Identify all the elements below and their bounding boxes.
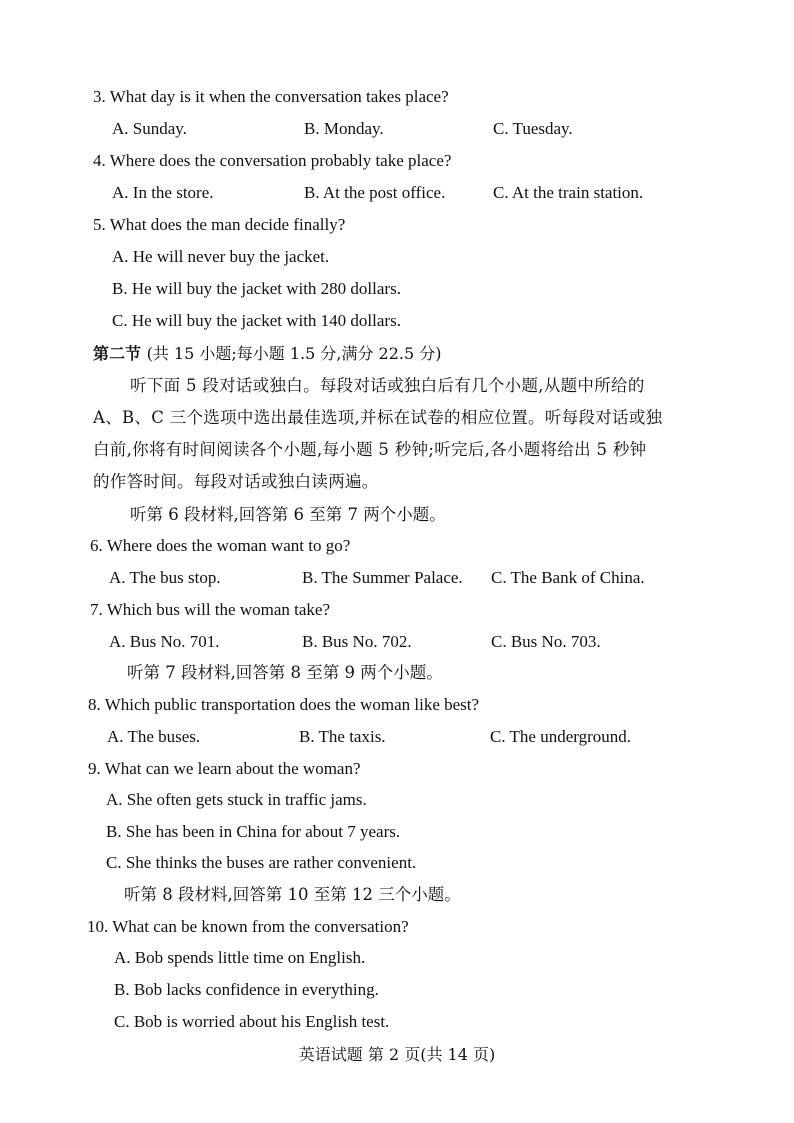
page-footer: 英语试题 第 2 页(共 14 页): [298, 1045, 496, 1064]
option-a: A. Bob spends little time on English.: [114, 948, 366, 967]
question-stem: 7. Which bus will the woman take?: [90, 600, 330, 619]
option-a: A. In the store.: [112, 183, 214, 202]
question-stem: 10. What can be known from the conversation?: [87, 917, 409, 936]
section-note: (共 15 小题;每小题 1.5 分,满分 22.5 分): [146, 344, 442, 363]
option-a: A. The bus stop.: [109, 568, 221, 587]
option-b: B. Bob lacks confidence in everything.: [114, 980, 379, 999]
question-stem: 8. Which public transportation does the woman like best?: [88, 695, 480, 714]
option-b: B. The Summer Palace.: [302, 568, 463, 587]
section-paragraph-line: 的作答时间。每段对话或独白读两遍。: [93, 472, 379, 491]
question-stem: 4. Where does the conversation probably take place?: [93, 151, 452, 170]
option-b: B. Bus No. 702.: [302, 632, 412, 651]
option-a: A. Sunday.: [112, 119, 187, 138]
option-c: C. Tuesday.: [493, 119, 573, 138]
option-c: C. Bus No. 703.: [491, 632, 601, 651]
option-a: A. The buses.: [107, 727, 201, 746]
option-b: B. Monday.: [304, 119, 384, 138]
option-b: B. At the post office.: [304, 183, 446, 202]
question-stem: 9. What can we learn about the woman?: [88, 759, 361, 778]
option-c: C. The Bank of China.: [491, 568, 645, 587]
section-heading: [93, 344, 442, 364]
section-paragraph-line: A、B、C 三个选项中选出最佳选项,并标在试卷的相应位置。听每段对话或独: [93, 408, 663, 427]
question-stem: 5. What does the man decide finally?: [93, 215, 346, 234]
option-a: A. He will never buy the jacket.: [112, 247, 330, 266]
section-paragraph-line: 听下面 5 段对话或独白。每段对话或独白后有几个小题,从题中所给的: [130, 376, 645, 395]
question-stem: 3. What day is it when the conversation takes place?: [93, 87, 449, 106]
listening-instruction: 听第 7 段材料,回答第 8 至第 9 两个小题。: [127, 663, 443, 682]
option-c: C. He will buy the jacket with 140 dollars.: [112, 311, 401, 330]
option-c: C. She thinks the buses are rather convenient.: [106, 853, 417, 872]
listening-instruction: 听第 8 段材料,回答第 10 至第 12 三个小题。: [124, 885, 461, 904]
question-stem: 6. Where does the woman want to go?: [90, 536, 351, 555]
option-b: B. She has been in China for about 7 years.: [106, 822, 401, 841]
option-a: A. Bus No. 701.: [109, 632, 220, 651]
option-b: B. The taxis.: [299, 727, 386, 746]
section-paragraph-line: 白前,你将有时间阅读各个小题,每小题 5 秒钟;听完后,各小题将给出 5 秒钟: [93, 440, 647, 459]
option-c: C. The underground.: [490, 727, 632, 746]
section-title: 第二节: [93, 344, 142, 363]
listening-instruction: 听第 6 段材料,回答第 6 至第 7 两个小题。: [130, 505, 446, 524]
option-a: A. She often gets stuck in traffic jams.: [106, 790, 367, 809]
option-c: C. At the train station.: [493, 183, 644, 202]
option-b: B. He will buy the jacket with 280 dollars.: [112, 279, 401, 298]
option-c: C. Bob is worried about his English test.: [114, 1012, 390, 1031]
